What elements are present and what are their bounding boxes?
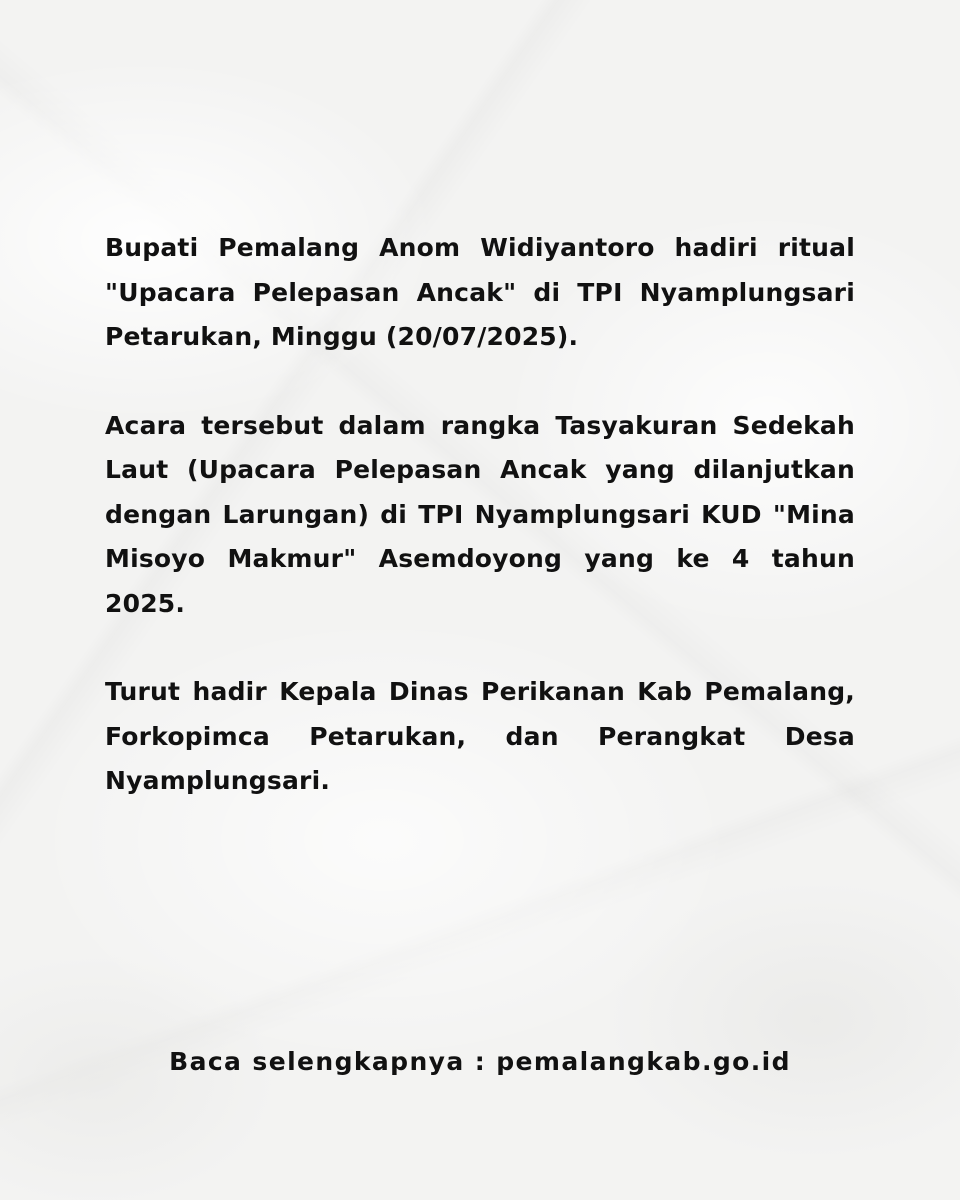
paragraph-intro: Bupati Pemalang Anom Widiyantoro hadiri ritual "Upacara Pelepasan Ancak" di TPI Nyamplungsari Petarukan, Minggu (20/07/2025). — [105, 233, 855, 351]
paragraph-event-details: Acara tersebut dalam rangka Tasyakuran Sedekah Laut (Upacara Pelepasan Ancak yang dilanjutkan dengan Larungan) di TPI Nyamplungsari KUD "Mina Misoyo Makmur" Asemdoyong yang ke 4 tahun 2025. — [105, 410, 855, 618]
read-more-footer — [0, 1040, 960, 1084]
article-body — [105, 226, 855, 848]
paragraph-attendees: Turut hadir Kepala Dinas Perikanan Kab Pemalang, Forkopimca Petarukan, dan Perangkat Desa Nyamplungsari. — [105, 677, 855, 795]
read-more-link[interactable]: Baca selengkapnya : pemalangkab.go.id — [169, 1047, 791, 1076]
